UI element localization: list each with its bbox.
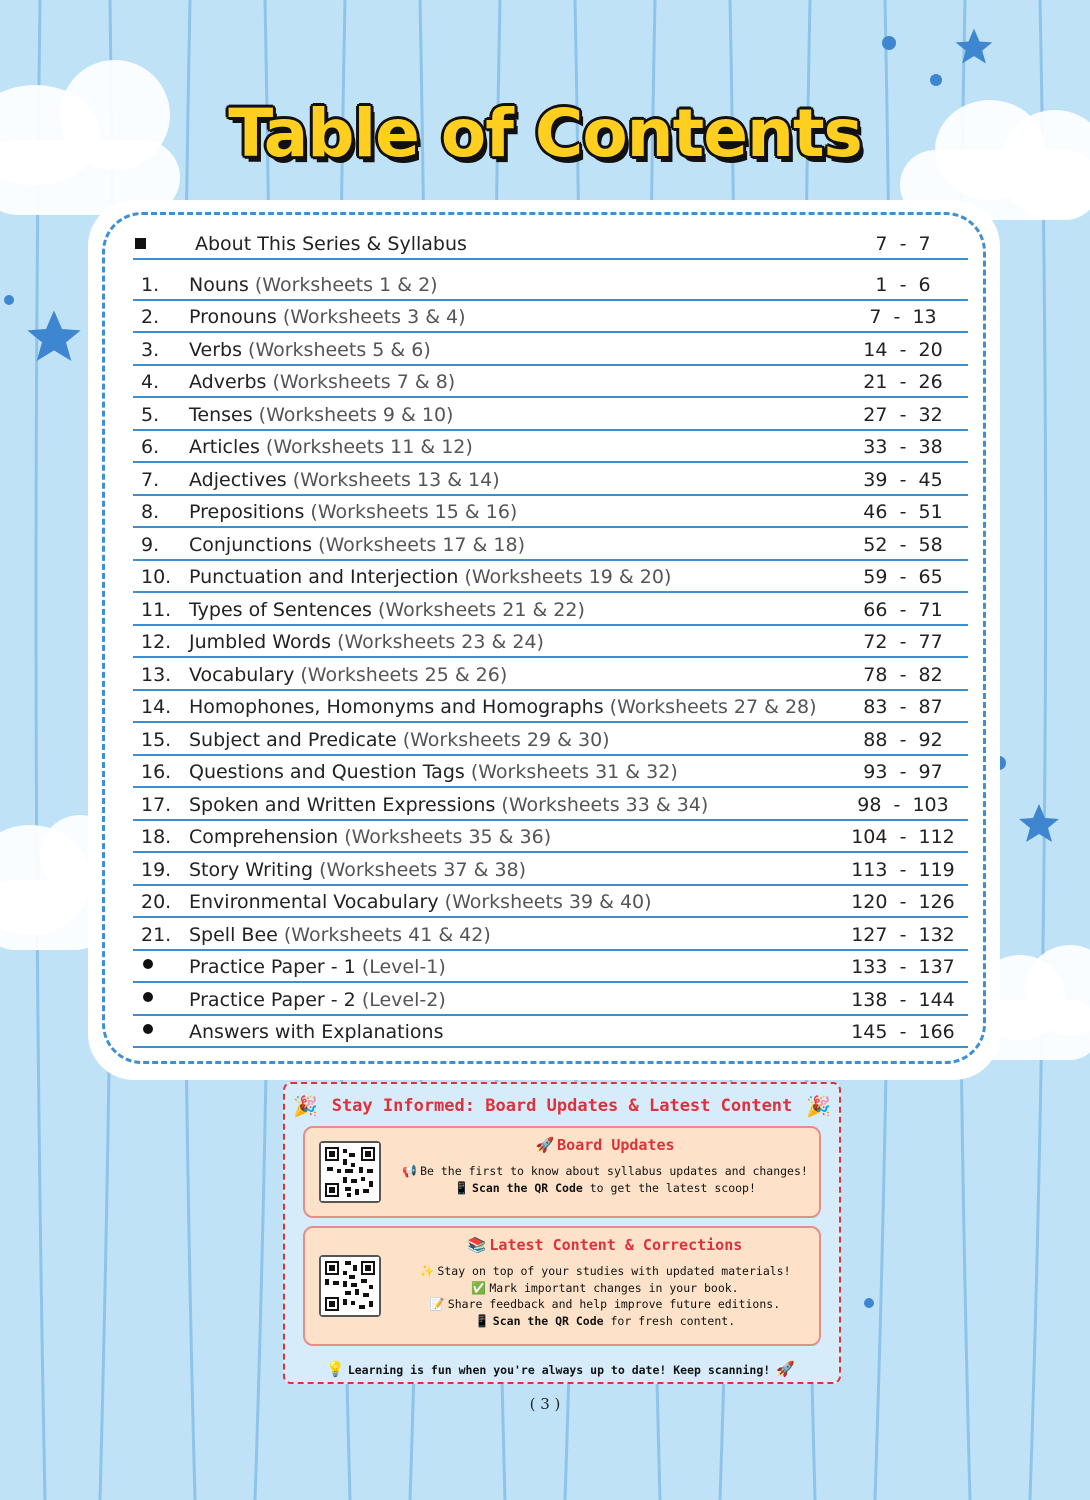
toc-number: 3. <box>141 338 160 361</box>
toc-worksheets: (Worksheets 11 & 12) <box>265 436 473 458</box>
square-bullet-icon <box>135 238 146 249</box>
dot-decoration <box>4 295 14 305</box>
toc-worksheets: (Worksheets 35 & 36) <box>344 826 552 848</box>
toc-worksheets: (Worksheets 9 & 10) <box>258 403 454 426</box>
latest-content-line: ✅ Mark important changes in your book. <box>471 1281 739 1295</box>
toc-pages: 113 - 119 <box>851 858 955 881</box>
toc-row <box>133 463 968 496</box>
toc-number: 4. <box>141 371 160 393</box>
star-icon <box>22 305 86 369</box>
toc-title: Pronouns (Worksheets 3 & 4) <box>189 306 466 328</box>
toc-title: Practice Paper - 1 (Level-1) <box>189 956 446 978</box>
toc-worksheets: (Worksheets 19 & 20) <box>464 566 672 588</box>
mobile-phone-icon: 📱 <box>454 1181 470 1195</box>
board-updates-title: 🚀 Board Updates <box>535 1136 675 1154</box>
toc-pages: 72 - 77 <box>863 631 943 653</box>
toc-row <box>133 431 968 464</box>
toc-pages: 98 - 103 <box>857 793 949 816</box>
toc-row <box>133 1016 968 1049</box>
toc-pages: 14 - 20 <box>863 338 943 361</box>
toc-title: Practice Paper - 2 (Level-2) <box>189 988 446 1011</box>
megaphone-icon: 📢 <box>402 1164 418 1178</box>
latest-content-panel <box>303 1226 821 1346</box>
toc-pages: 7 - 13 <box>869 306 937 328</box>
toc-worksheets: (Worksheets 37 & 38) <box>319 858 527 881</box>
page-number: ( 3 ) <box>529 1395 561 1413</box>
toc-worksheets: (Worksheets 25 & 26) <box>300 663 508 686</box>
info-footer-note: 💡 Learning is fun when you're always up to date! Keep scanning! 🚀 <box>326 1360 795 1378</box>
toc-pages: 46 - 51 <box>863 501 943 523</box>
round-bullet-icon <box>143 1024 153 1034</box>
light-bulb-icon: 💡 <box>326 1360 345 1378</box>
toc-number: 21. <box>141 923 172 946</box>
toc-row <box>133 528 968 561</box>
toc-title: Spell Bee (Worksheets 41 & 42) <box>189 923 491 946</box>
board-updates-line: 📢 Be the first to know about syllabus updates and changes! <box>402 1164 808 1178</box>
toc-number: 9. <box>141 533 160 556</box>
toc-pages: 1 - 6 <box>875 273 931 296</box>
round-bullet-icon <box>143 992 153 1002</box>
toc-title: Questions and Question Tags (Worksheets 31 & 32) <box>189 761 678 783</box>
toc-row <box>133 756 968 789</box>
toc-row <box>133 366 968 399</box>
toc-pages: 7 - 7 <box>875 233 931 255</box>
party-popper-icon: 🎉 <box>293 1094 318 1118</box>
toc-title: Conjunctions (Worksheets 17 & 18) <box>189 533 525 556</box>
toc-title: Articles (Worksheets 11 & 12) <box>189 436 473 458</box>
board-updates-panel <box>303 1126 821 1218</box>
board-updates-line: 📱 Scan the QR Code to get the latest scoop! <box>454 1181 756 1195</box>
toc-pages: 93 - 97 <box>863 761 943 783</box>
rocket-icon: 🚀 <box>776 1360 795 1378</box>
info-box <box>283 1082 841 1384</box>
toc-pages: 39 - 45 <box>863 468 943 491</box>
toc-title: Adverbs (Worksheets 7 & 8) <box>189 371 456 393</box>
star-icon <box>1015 800 1063 848</box>
toc-title: Nouns (Worksheets 1 & 2) <box>189 273 438 296</box>
toc-number: 13. <box>141 663 172 686</box>
toc-title: Homophones, Homonyms and Homographs (Worksheets 27 & 28) <box>189 696 817 718</box>
toc-number: 15. <box>141 728 172 751</box>
toc-pages: 33 - 38 <box>863 436 943 458</box>
toc-row <box>133 821 968 854</box>
toc-pages: 104 - 112 <box>851 826 955 848</box>
toc-pages: 52 - 58 <box>863 533 943 556</box>
toc-number: 1. <box>141 273 160 296</box>
toc-title: Vocabulary (Worksheets 25 & 26) <box>189 663 508 686</box>
toc-title: Prepositions (Worksheets 15 & 16) <box>189 501 518 523</box>
toc-row <box>133 886 968 919</box>
toc-worksheets: (Worksheets 21 & 22) <box>378 598 585 621</box>
toc-worksheets: (Worksheets 1 & 2) <box>254 273 438 296</box>
books-icon: 📚 <box>467 1236 487 1254</box>
dot-decoration <box>930 74 942 86</box>
toc-title: Spoken and Written Expressions (Worksheets 33 & 34) <box>189 793 709 816</box>
toc-row <box>133 788 968 821</box>
dot-decoration <box>882 36 896 50</box>
toc-number: 11. <box>141 598 172 621</box>
toc-row <box>133 333 968 366</box>
info-heading: 🎉 Stay Informed: Board Updates & Latest Content 🎉 <box>293 1094 831 1118</box>
check-box-icon: ✅ <box>471 1281 487 1295</box>
toc-row <box>133 918 968 951</box>
mobile-phone-icon: 📱 <box>474 1314 490 1328</box>
toc-title: Environmental Vocabulary (Worksheets 39 & 40) <box>189 891 652 913</box>
toc-pages: 83 - 87 <box>863 696 943 718</box>
toc-title: Subject and Predicate (Worksheets 29 & 30) <box>189 728 610 751</box>
toc-title: Adjectives (Worksheets 13 & 14) <box>189 468 500 491</box>
toc-number: 14. <box>141 696 172 718</box>
latest-content-line: ✨ Stay on top of your studies with updated materials! <box>419 1264 791 1278</box>
toc-pages: 88 - 92 <box>863 728 943 751</box>
toc-row <box>133 951 968 984</box>
toc-row <box>133 226 968 260</box>
toc-worksheets: (Worksheets 39 & 40) <box>444 891 652 913</box>
toc-number: 18. <box>141 826 172 848</box>
toc-number: 8. <box>141 501 160 523</box>
page-title: Table of Contents <box>228 95 862 172</box>
toc-worksheets: (Worksheets 29 & 30) <box>402 728 610 751</box>
toc-worksheets: (Worksheets 13 & 14) <box>292 468 500 491</box>
toc-pages: 66 - 71 <box>863 598 943 621</box>
toc-title: About This Series & Syllabus <box>195 233 467 255</box>
toc-number: 20. <box>141 891 172 913</box>
toc-worksheets: (Worksheets 15 & 16) <box>310 501 518 523</box>
toc-title: Types of Sentences (Worksheets 21 & 22) <box>189 598 585 621</box>
toc-number: 6. <box>141 436 160 458</box>
toc-worksheets: (Worksheets 23 & 24) <box>337 631 544 653</box>
toc-pages: 127 - 132 <box>851 923 955 946</box>
toc-title: Verbs (Worksheets 5 & 6) <box>189 338 431 361</box>
toc-row <box>133 626 968 659</box>
star-icon <box>952 25 996 69</box>
rocket-icon: 🚀 <box>535 1136 555 1154</box>
toc-pages: 78 - 82 <box>863 663 943 686</box>
latest-content-title: 📚 Latest Content & Corrections <box>467 1236 743 1254</box>
dot-decoration <box>864 1298 874 1308</box>
toc-row <box>133 658 968 691</box>
toc-title: Comprehension (Worksheets 35 & 36) <box>189 826 552 848</box>
toc-number: 2. <box>141 306 160 328</box>
toc-number: 7. <box>141 468 160 491</box>
toc-worksheets: (Worksheets 7 & 8) <box>272 371 456 393</box>
latest-content-line: 📝 Share feedback and help improve future editions. <box>429 1297 781 1311</box>
toc-number: 17. <box>141 793 172 816</box>
toc-worksheets: (Worksheets 17 & 18) <box>318 533 525 556</box>
toc-pages: 27 - 32 <box>863 403 943 426</box>
party-popper-icon: 🎉 <box>806 1094 831 1118</box>
toc-row <box>133 496 968 529</box>
toc-pages: 21 - 26 <box>863 371 943 393</box>
toc-title: Story Writing (Worksheets 37 & 38) <box>189 858 527 881</box>
qr-code-icon[interactable] <box>319 1141 381 1203</box>
toc-pages: 145 - 166 <box>851 1021 955 1043</box>
toc-row <box>133 398 968 431</box>
toc-worksheets: (Worksheets 31 & 32) <box>470 761 678 783</box>
toc-row <box>133 853 968 886</box>
toc-title: Tenses (Worksheets 9 & 10) <box>189 403 454 426</box>
toc-list <box>133 226 968 1048</box>
toc-worksheets: (Worksheets 3 & 4) <box>282 306 466 328</box>
toc-worksheets: (Worksheets 41 & 42) <box>283 923 491 946</box>
toc-number: 16. <box>141 761 172 783</box>
toc-row <box>133 301 968 334</box>
toc-row <box>133 593 968 626</box>
round-bullet-icon <box>143 959 153 969</box>
toc-worksheets: (Worksheets 33 & 34) <box>501 793 709 816</box>
toc-pages: 138 - 144 <box>851 988 955 1011</box>
qr-code-icon[interactable] <box>319 1255 381 1317</box>
toc-worksheets: (Worksheets 5 & 6) <box>248 338 431 361</box>
toc-title: Punctuation and Interjection (Worksheets 19 & 20) <box>189 566 672 588</box>
toc-title: Answers with Explanations <box>189 1021 444 1043</box>
toc-worksheets: (Level-2) <box>361 988 446 1011</box>
toc-row <box>133 268 968 301</box>
toc-title: Jumbled Words (Worksheets 23 & 24) <box>189 631 544 653</box>
latest-content-line: 📱 Scan the QR Code for fresh content. <box>474 1314 736 1328</box>
toc-number: 10. <box>141 566 172 588</box>
toc-pages: 133 - 137 <box>851 956 955 978</box>
toc-number: 5. <box>141 403 160 426</box>
toc-row <box>133 691 968 724</box>
sparkles-icon: ✨ <box>419 1264 435 1278</box>
toc-row <box>133 723 968 756</box>
memo-icon: 📝 <box>429 1297 445 1311</box>
toc-pages: 59 - 65 <box>863 566 943 588</box>
toc-row <box>133 983 968 1016</box>
toc-number: 19. <box>141 858 172 881</box>
toc-row <box>133 561 968 594</box>
toc-worksheets: (Level-1) <box>361 956 446 978</box>
toc-pages: 120 - 126 <box>851 891 955 913</box>
toc-worksheets: (Worksheets 27 & 28) <box>609 696 817 718</box>
toc-number: 12. <box>141 631 172 653</box>
